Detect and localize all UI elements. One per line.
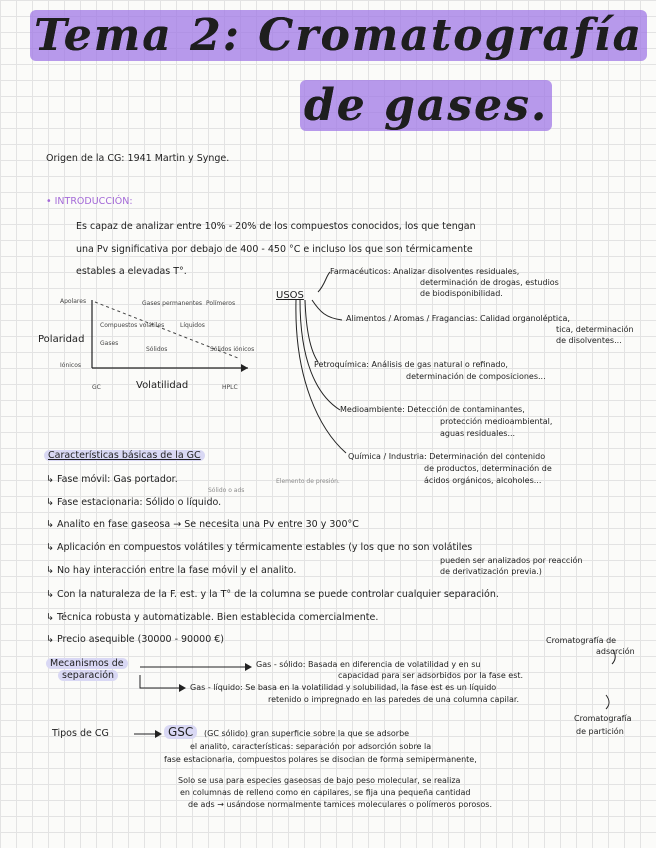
origin-line: Origen de la CG: 1941 Martin y Synge. (46, 153, 230, 164)
intro-line-2: una Pv significativa por debajo de 400 - 450 °C e incluso los que son térmicamente (76, 244, 473, 255)
tipos-gsc (164, 726, 197, 740)
diagram-region-7: Sólidos iónicos (210, 346, 255, 353)
mecanismo-gas-solido-note-1: Cromatografía de (546, 636, 617, 645)
caract-aplicacion-c: de derivatización previa.) (440, 567, 542, 576)
mecanismo-gas-solido-2: capacidad para ser adsorbidos por la fase est. (338, 671, 524, 680)
caract-fase-movil: ↳ Fase móvil: Gas portador. (46, 474, 178, 485)
mecanismo-gas-liquido-1: Gas - líquido: Se basa en la volatilidad y solubilidad, la fase est es un líquido (190, 683, 497, 692)
tipos-line-2: el analito, características: separación por adsorción sobre la (190, 742, 432, 751)
diagram-x-right: HPLC (222, 384, 238, 391)
diagram-y-label: Polaridad (38, 334, 85, 345)
diagram-region-1: Gases permanentes (142, 300, 203, 307)
caract-heading (44, 450, 205, 462)
diagram-y-top: Apolares (60, 298, 87, 305)
mecanismo-gas-liquido-note-2: de partición (576, 727, 624, 736)
diagram-region-4: Polímeros (206, 300, 236, 307)
page-title-line1: Tema 2: Cromatografía (30, 10, 647, 61)
diagram-region-2: Compuestos volátiles (100, 322, 165, 329)
mecanismo-gas-solido-1: Gas - sólido: Basada en diferencia de volatilidad y en su (256, 660, 481, 669)
usos-alimentos-3: de disolventes... (556, 336, 622, 345)
tipos-line-5: en columnas de relleno como en capilares, se fija una pequeña cantidad (180, 788, 471, 797)
mecanismos-label-2 (58, 670, 118, 682)
caract-tecnica: ↳ Técnica robusta y automatizable. Bien establecida comercialmente. (46, 612, 379, 623)
usos-label: USOS (276, 290, 304, 301)
mecanismo-gas-liquido-2: retenido o impregnado en las paredes de una columna capilar. (268, 695, 519, 704)
diagram-x-label: Volatilidad (136, 380, 189, 391)
usos-quimica-3: ácidos orgánicos, alcoholes... (424, 476, 542, 485)
tipos-line-6: de ads → usándose normalmente tamices moleculares o polímeros porosos. (188, 800, 493, 809)
caract-aplicacion-b: pueden ser analizados por reacción (440, 556, 583, 565)
usos-quimica-1: Química / Industria: Determinación del contenido (348, 452, 546, 461)
usos-medio-2: protección medioambiental, (440, 417, 553, 426)
tipos-line-3: fase estacionaria, compuestos polares se disocian de forma semipermanente, (164, 755, 477, 764)
intro-line-1: Es capaz de analizar entre 10% - 20% de los compuestos conocidos, los que tengan (76, 221, 476, 232)
caract-analito: ↳ Analito en fase gaseosa → Se necesita una Pv entre 30 y 300°C (46, 519, 359, 530)
tipos-label: Tipos de CG (52, 728, 109, 739)
usos-petro-1: Petroquímica: Análisis de gas natural o refinado, (314, 360, 508, 369)
intro-line-3: estables a elevadas T°. (76, 266, 187, 277)
caract-fase-estacionaria: ↳ Fase estacionaria: Sólido o líquido. (46, 497, 222, 508)
page-title-line2-text: de gases. (300, 80, 552, 131)
usos-alimentos-2: tica, determinación (556, 325, 634, 334)
tipos-gsc-text: GSC (164, 725, 197, 739)
diagram-region-6: Sólidos (146, 346, 168, 353)
mecanismo-gas-solido-note-2: adsorción (596, 647, 635, 656)
mecanismo-gas-liquido-note-1: Cromatografía (574, 714, 632, 723)
diagram-x-left: GC (92, 384, 101, 391)
caract-heading-text: Características básicas de la GC (44, 450, 205, 461)
diagram-y-bottom: Iónicos (60, 362, 82, 369)
mecanismos-label-1-text: Mecanismos de (46, 658, 128, 669)
usos-quimica-2: de productos, determinación de (424, 464, 552, 473)
caract-precio: ↳ Precio asequible (30000 - 90000 €) (46, 634, 225, 645)
caract-fase-est-note: Sólido o ads (208, 487, 245, 494)
usos-petro-2: determinación de composiciones... (406, 372, 546, 381)
usos-medio-1: Medioambiente: Detección de contaminantes, (340, 405, 525, 414)
intro-heading: • INTRODUCCIÓN: (46, 196, 133, 207)
usos-alimentos-1: Alimentos / Aromas / Fragancias: Calidad organoléptica, (346, 314, 570, 323)
caract-no-interaccion: ↳ No hay interacción entre la fase móvil y el analito. (46, 565, 297, 576)
tipos-line-1: (GC sólido) gran superficie sobre la que se adsorbe (204, 729, 410, 738)
usos-farma-3: de biodisponibilidad. (420, 289, 503, 298)
caract-aplicacion: ↳ Aplicación en compuestos volátiles y térmicamente estables (y los que no son volátiles (46, 542, 473, 553)
usos-farma-2: determinación de drogas, estudios (420, 278, 559, 287)
diagram-region-5: Líquidos (180, 322, 205, 329)
usos-farma-1: Farmacéuticos: Analizar disolventes residuales, (330, 267, 520, 276)
caract-naturaleza: ↳ Con la naturaleza de la F. est. y la T° de la columna se puede controlar cualquier separación. (46, 589, 499, 600)
mecanismos-label-2-text: separación (58, 670, 118, 681)
caract-fase-movil-note: Elemento de presión. (276, 478, 340, 485)
tipos-line-4: Solo se usa para especies gaseosas de bajo peso molecular, se realiza (178, 776, 461, 785)
mecanismos-label-1 (46, 658, 128, 670)
usos-medio-3: aguas residuales... (440, 429, 516, 438)
diagram-region-3: Gases (100, 340, 119, 347)
